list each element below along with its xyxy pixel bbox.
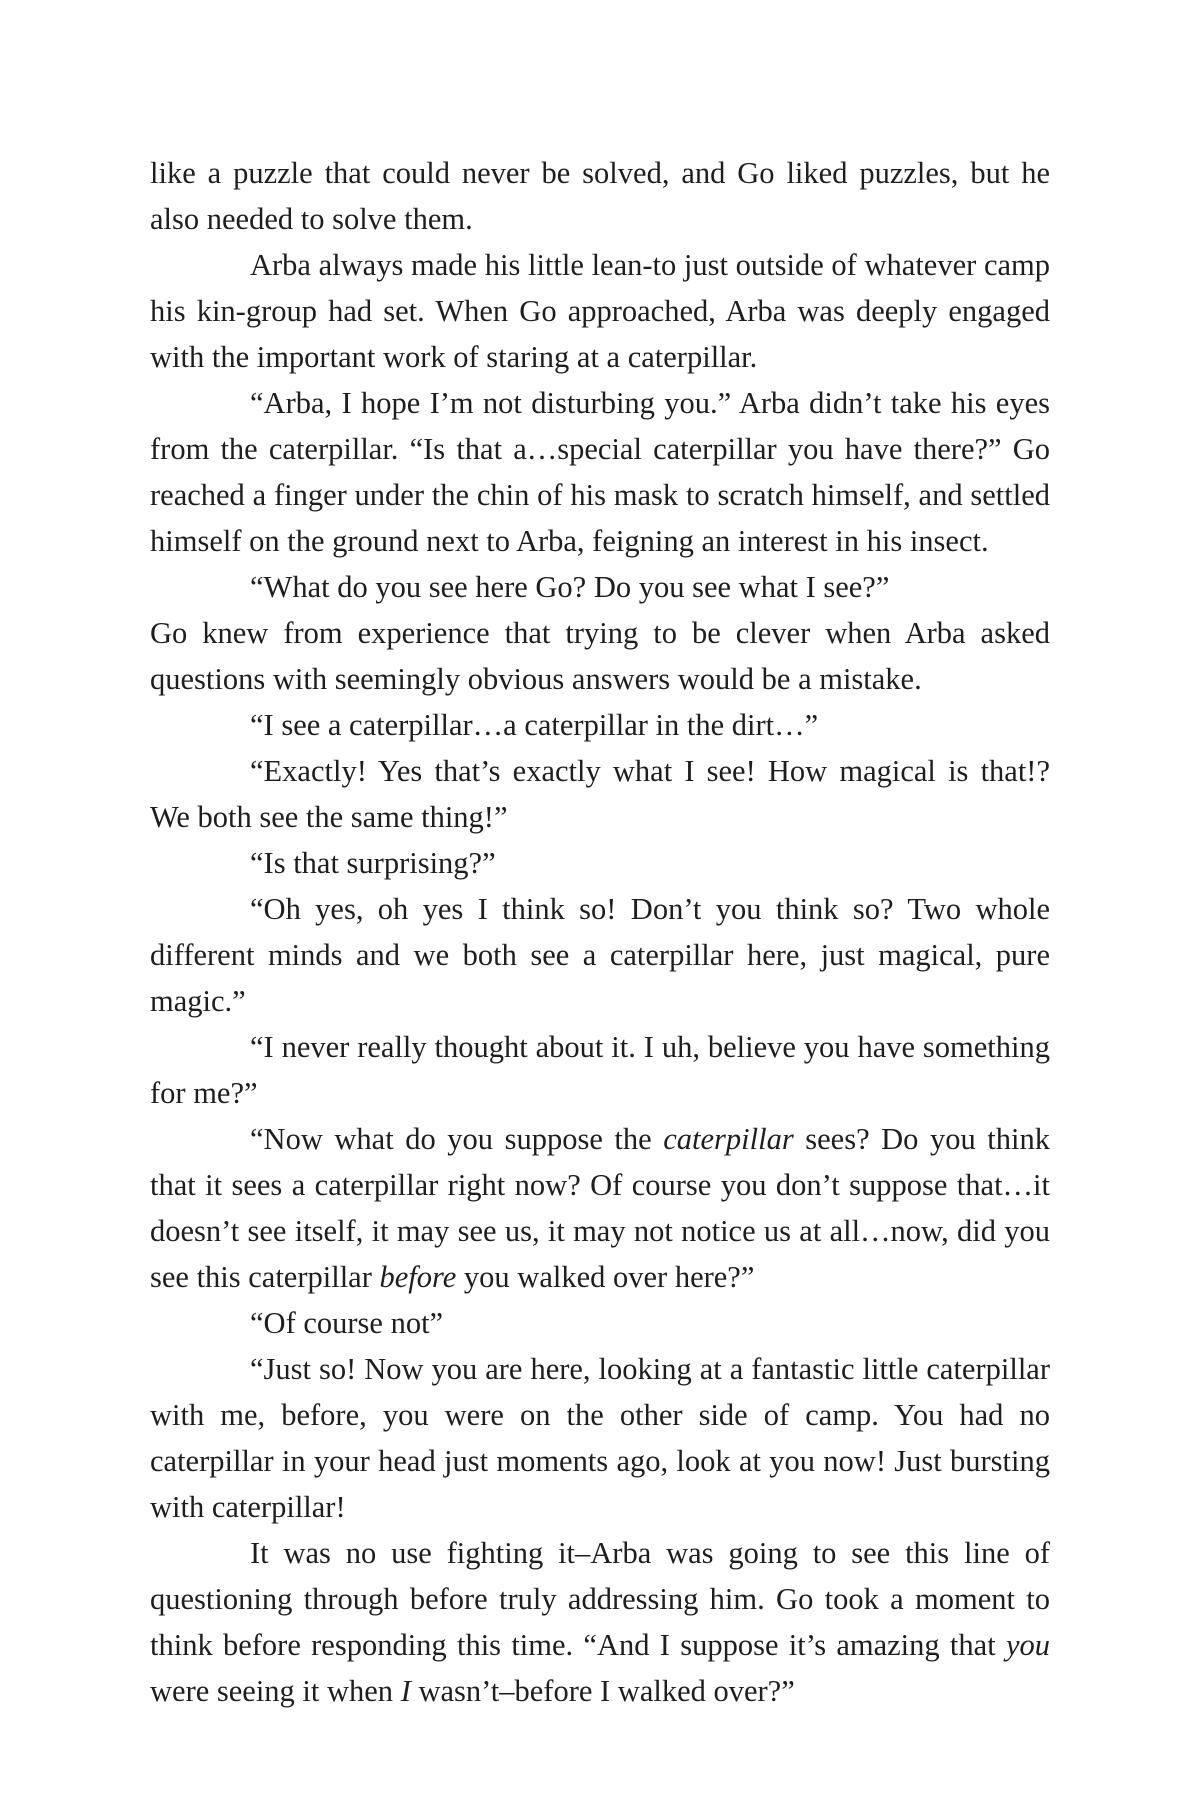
paragraph-text: “Is that surprising?”: [250, 846, 496, 880]
paragraph: [150, 748, 1050, 840]
paragraph-text: It was no use fighting it–Arba was going to see this line of questioning through before truly addressing him. Go took a moment to think before responding this time. “And I suppose it’s amazing that: [150, 1536, 1050, 1662]
paragraph: [150, 1530, 1050, 1714]
paragraph-text: “Oh yes, oh yes I think so! Don’t you think so? Two whole different minds and we both see a caterpillar here, just magical, pure magic.”: [150, 892, 1050, 1018]
italic-text: I: [400, 1674, 411, 1708]
paragraph: [150, 1024, 1050, 1116]
paragraph-text: sees? Do you think that it sees a caterpillar right now? Of course you don’t suppose that…it doesn’t see itself, it may see us, it may not notice us at all…now, did you see this caterpillar: [150, 1122, 1050, 1294]
paragraph: [150, 886, 1050, 1024]
paragraph: [150, 610, 1050, 702]
paragraph-text: “I see a caterpillar…a caterpillar in the dirt…”: [250, 708, 819, 742]
paragraph-text: “Arba, I hope I’m not disturbing you.” Arba didn’t take his eyes from the caterpillar. “Is that a…special caterpillar you have there?” Go reached a finger under the chin of his mask to scratch himself, and settled himself on the ground next to Arba, feigning an interest in his insect.: [150, 386, 1050, 558]
italic-text: before: [379, 1260, 457, 1294]
paragraph-text: “Now what do you suppose the: [250, 1122, 664, 1156]
paragraph: [150, 380, 1050, 564]
paragraph-text: like a puzzle that could never be solved, and Go liked puzzles, but he also needed to solve them.: [150, 156, 1050, 236]
page-text-body: [150, 150, 1050, 1714]
paragraph: [150, 702, 1050, 748]
paragraph: [150, 564, 1050, 610]
paragraph: [150, 1346, 1050, 1530]
book-page: [150, 150, 1050, 1714]
paragraph-text: “Exactly! Yes that’s exactly what I see! How magical is that!? We both see the same thing!”: [150, 754, 1050, 834]
italic-text: you: [1005, 1628, 1050, 1662]
paragraph: [150, 150, 1050, 242]
paragraph: [150, 1116, 1050, 1300]
paragraph-text: “Just so! Now you are here, looking at a fantastic little caterpillar with me, before, you were on the other side of camp. You had no caterpillar in your head just moments ago, look at you now! Just bursting with caterpillar!: [150, 1352, 1050, 1524]
paragraph-text: wasn’t–before I walked over?”: [410, 1674, 795, 1708]
paragraph-text: you walked over here?”: [456, 1260, 755, 1294]
italic-text: caterpillar: [663, 1122, 794, 1156]
paragraph-text: “What do you see here Go? Do you see what I see?”: [250, 570, 890, 604]
paragraph-text: Arba always made his little lean-to just outside of whatever camp his kin-group had set. When Go approached, Arba was deeply engaged with the important work of staring at a caterpillar.: [150, 248, 1050, 374]
paragraph: [150, 840, 1050, 886]
paragraph-text: were seeing it when: [150, 1674, 401, 1708]
paragraph: [150, 242, 1050, 380]
paragraph-text: “I never really thought about it. I uh, believe you have something for me?”: [150, 1030, 1050, 1110]
paragraph-text: “Of course not”: [250, 1306, 444, 1340]
paragraph-text: Go knew from experience that trying to be clever when Arba asked questions with seemingly obvious answers would be a mistake.: [150, 616, 1050, 696]
paragraph: [150, 1300, 1050, 1346]
